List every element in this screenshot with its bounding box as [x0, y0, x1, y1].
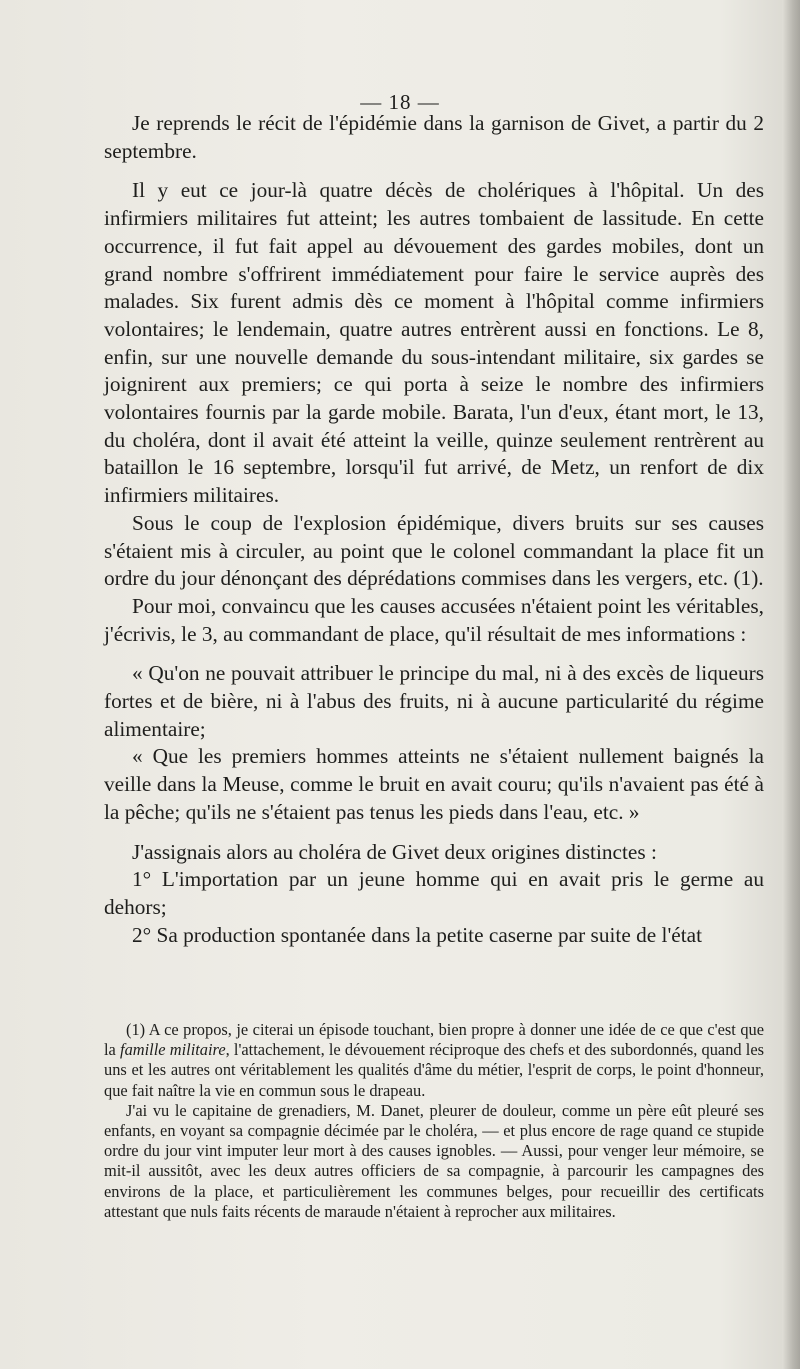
- body-text: [104, 110, 764, 949]
- footnote-2: J'ai vu le capitaine de grenadiers, M. Danet, pleurer de douleur, comme un père eût pleuré ses enfants, en voyant sa compagnie décimée par le choléra, — et plus encore de rage quand ce stupide ordre du jour vint imputer leur mort à des causes ignobles. — Aussi, pour venger leur mémoire, se mit-il aussitôt, avec les deux autres officiers de sa compagnie, à parcourir les campagnes des environs de la place, et particulièrement les communes belges, pour recueillir des certificats attestant que nuls faits récents de maraude n'étaient à reprocher aux militaires.: [104, 1100, 764, 1221]
- paragraph-pour-moi: Pour moi, convaincu que les causes accusées n'étaient point les véritables, j'écrivis, le 3, au commandant de place, qu'il résultait de mes informations :: [104, 593, 764, 646]
- paragraph-quote-2: « Que les premiers hommes atteints ne s'étaient nullement baignés la veille dans la Meuse, comme le bruit en avait couru; qu'ils n'avaient pas été à la pêche; qu'ils ne s'étaient pas tenus les pieds dans l'eau, etc. »: [104, 744, 764, 824]
- footnotes: [104, 1020, 764, 1222]
- page-number: — 18 —: [360, 90, 440, 114]
- paragraph-origine-1: 1° L'importation par un jeune homme qui en avait pris le germe au dehors;: [104, 867, 764, 919]
- paragraph-intro: Je reprends le récit de l'épidémie dans la garnison de Givet, a partir du 2 septembre.: [104, 111, 764, 163]
- footnote-1-start: (1) A ce propos, je citerai un épisode touchant, bien propre à donner une idée de ce que c'est que la: [104, 1020, 764, 1060]
- footnote-1-end: , l'attachement, le dévouement réciproque des chefs et des subordonnés, quand les uns et les autres ont véritablement les qualités d'âme du métier, l'esprit de corps, le point d'honneur, que fait naître la vie en commun sous le drapeau.: [104, 1040, 764, 1100]
- paragraph-bruits: Sous le coup de l'explosion épidémique, divers bruits sur ses causes s'étaient mis à circuler, au point que le colonel commandant la place fit un ordre du jour dénonçant des déprédations commises dans les vergers, etc. (1).: [104, 510, 764, 591]
- paragraph-origines: J'assignais alors au choléra de Givet deux origines distinctes :: [132, 839, 657, 864]
- paragraph-quote-1: « Qu'on ne pouvait attribuer le principe du mal, ni à des excès de liqueurs fortes et de bière, ni à l'abus des fruits, ni à aucune particularité du régime alimentaire;: [104, 661, 764, 741]
- footnote-1-italic: famille militaire: [120, 1040, 226, 1060]
- paragraph-infirmiers: Il y eut ce jour-là quatre décès de cholériques à l'hôpital. Un des infirmiers militaires fut atteint; les autres tombaient de lassitude. En cette occurrence, il fut fait appel au dévouement des gardes mobiles, dont un grand nombre s'offrirent immédiatement pour faire le service auprès des malades. Six furent admis dès ce moment à l'hôpital comme infirmiers volontaires; le lendemain, quatre autres entrèrent aussi en fonctions. Le 8, enfin, sur une nouvelle demande du sous-intendant militaire, six gardes se joignirent aux premiers; ce qui porta à seize le nombre des infirmiers volontaires fournis par la garde mobile. Barata, l'un d'eux, étant mort, le 13, du choléra, dont il avait été atteint la veille, quinze seulement rentrèrent au bataillon le 16 septembre, lorsqu'il fut arrivé, de Metz, un renfort de dix infirmiers militaires.: [104, 178, 764, 508]
- page-edge-shadow: [782, 0, 800, 1369]
- paragraph-origine-2: 2° Sa production spontanée dans la petite caserne par suite de l'état: [132, 922, 703, 947]
- footnote-1: [104, 1020, 764, 1101]
